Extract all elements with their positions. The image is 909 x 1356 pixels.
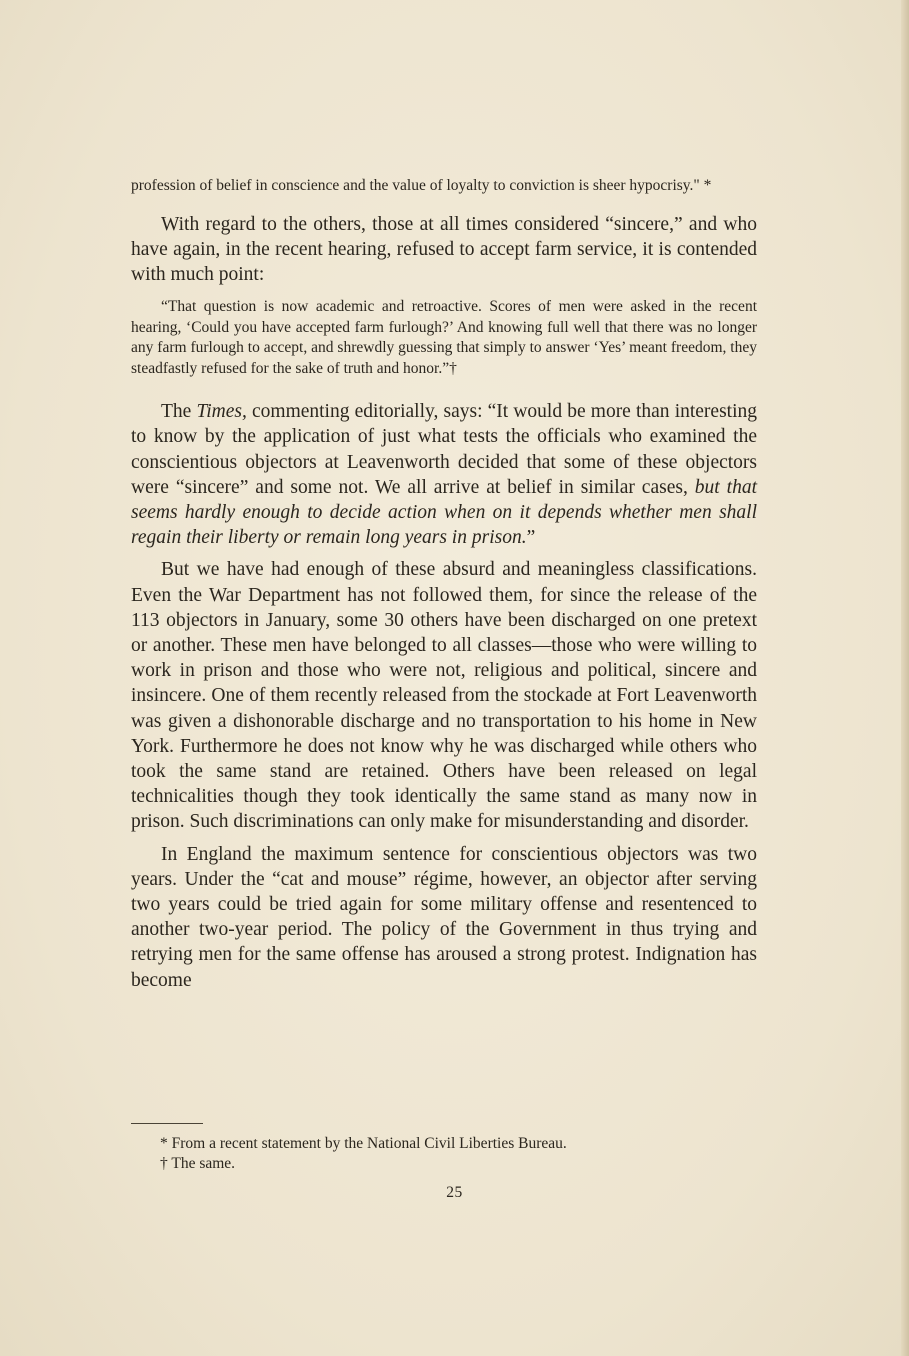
times-name: Times, [196, 401, 247, 423]
footnote-rule [131, 1123, 203, 1124]
paragraph-classifications: But we have had enough of these absurd and meaningless classifications. Even the War Department has not followed them, for since the release of the 113 objectors in January, some 30 others have been discharged on one pretext or another. These men have belonged to all classes—those who were willing to work in prison and those who were not, religious and political, sincere and insincere. One of them recently released from the stockade at Fort Leavenworth was given a dishonorable discharge and no transportation to his home in New York. Furthermore he does not know why he was discharged while others who took the same stand are retained. Others have been released on legal technicalities though they took identically the same stand as many now in prison. Such discriminations can only make for misunderstanding and disorder. [131, 559, 757, 833]
times-pre: The [161, 401, 197, 423]
page-edge-shadow [901, 0, 909, 1356]
times-mid: commenting editorially, says: “It would be more than interesting to know by the application of just what tests the officials who examined the conscientious objectors at Leavenworth decided that some of these objectors were “sincere” and some not. We all arrive at belief in similar cases, [131, 401, 758, 498]
page-number: 25 [446, 1184, 463, 1201]
continued-paragraph: profession of belief in conscience and the value of loyalty to conviction is sheer hypocrisy." * [131, 177, 712, 194]
paragraph-england: In England the maximum sentence for conscientious objectors was two years. Under the “cat and mouse” régime, however, an objector after serving two years could be tried again for some military offense and resentenced to another two-year period. The policy of the Government in thus trying and retrying men for the same offense has aroused a strong protest. Indignation has become [131, 843, 757, 991]
paragraph-times [131, 399, 757, 550]
footnote-2: † The same. [160, 1155, 236, 1172]
times-italic-quote: but that seems hardly enough to decide action when on it depends whether men shall regain their liberty or remain long years in prison. [131, 476, 757, 549]
paragraph-others: With regard to the others, those at all times considered “sincere,” and who have again, in the recent hearing, refused to accept farm service, it is contended with much point: [131, 213, 757, 285]
footnote-1: * From a recent statement by the National Civil Liberties Bureau. [160, 1135, 567, 1152]
block-quote: “That question is now academic and retroactive. Scores of men were asked in the recent hearing, ‘Could you have accepted farm furlough?’ And knowing full well that there was no longer any farm furlough to accept, and shrewdly guessing that simply to answer ‘Yes’ meant freedom, they steadfastly refused for the sake of truth and honor.”† [131, 298, 757, 377]
times-end: ” [526, 527, 536, 549]
text-column [131, 176, 757, 993]
